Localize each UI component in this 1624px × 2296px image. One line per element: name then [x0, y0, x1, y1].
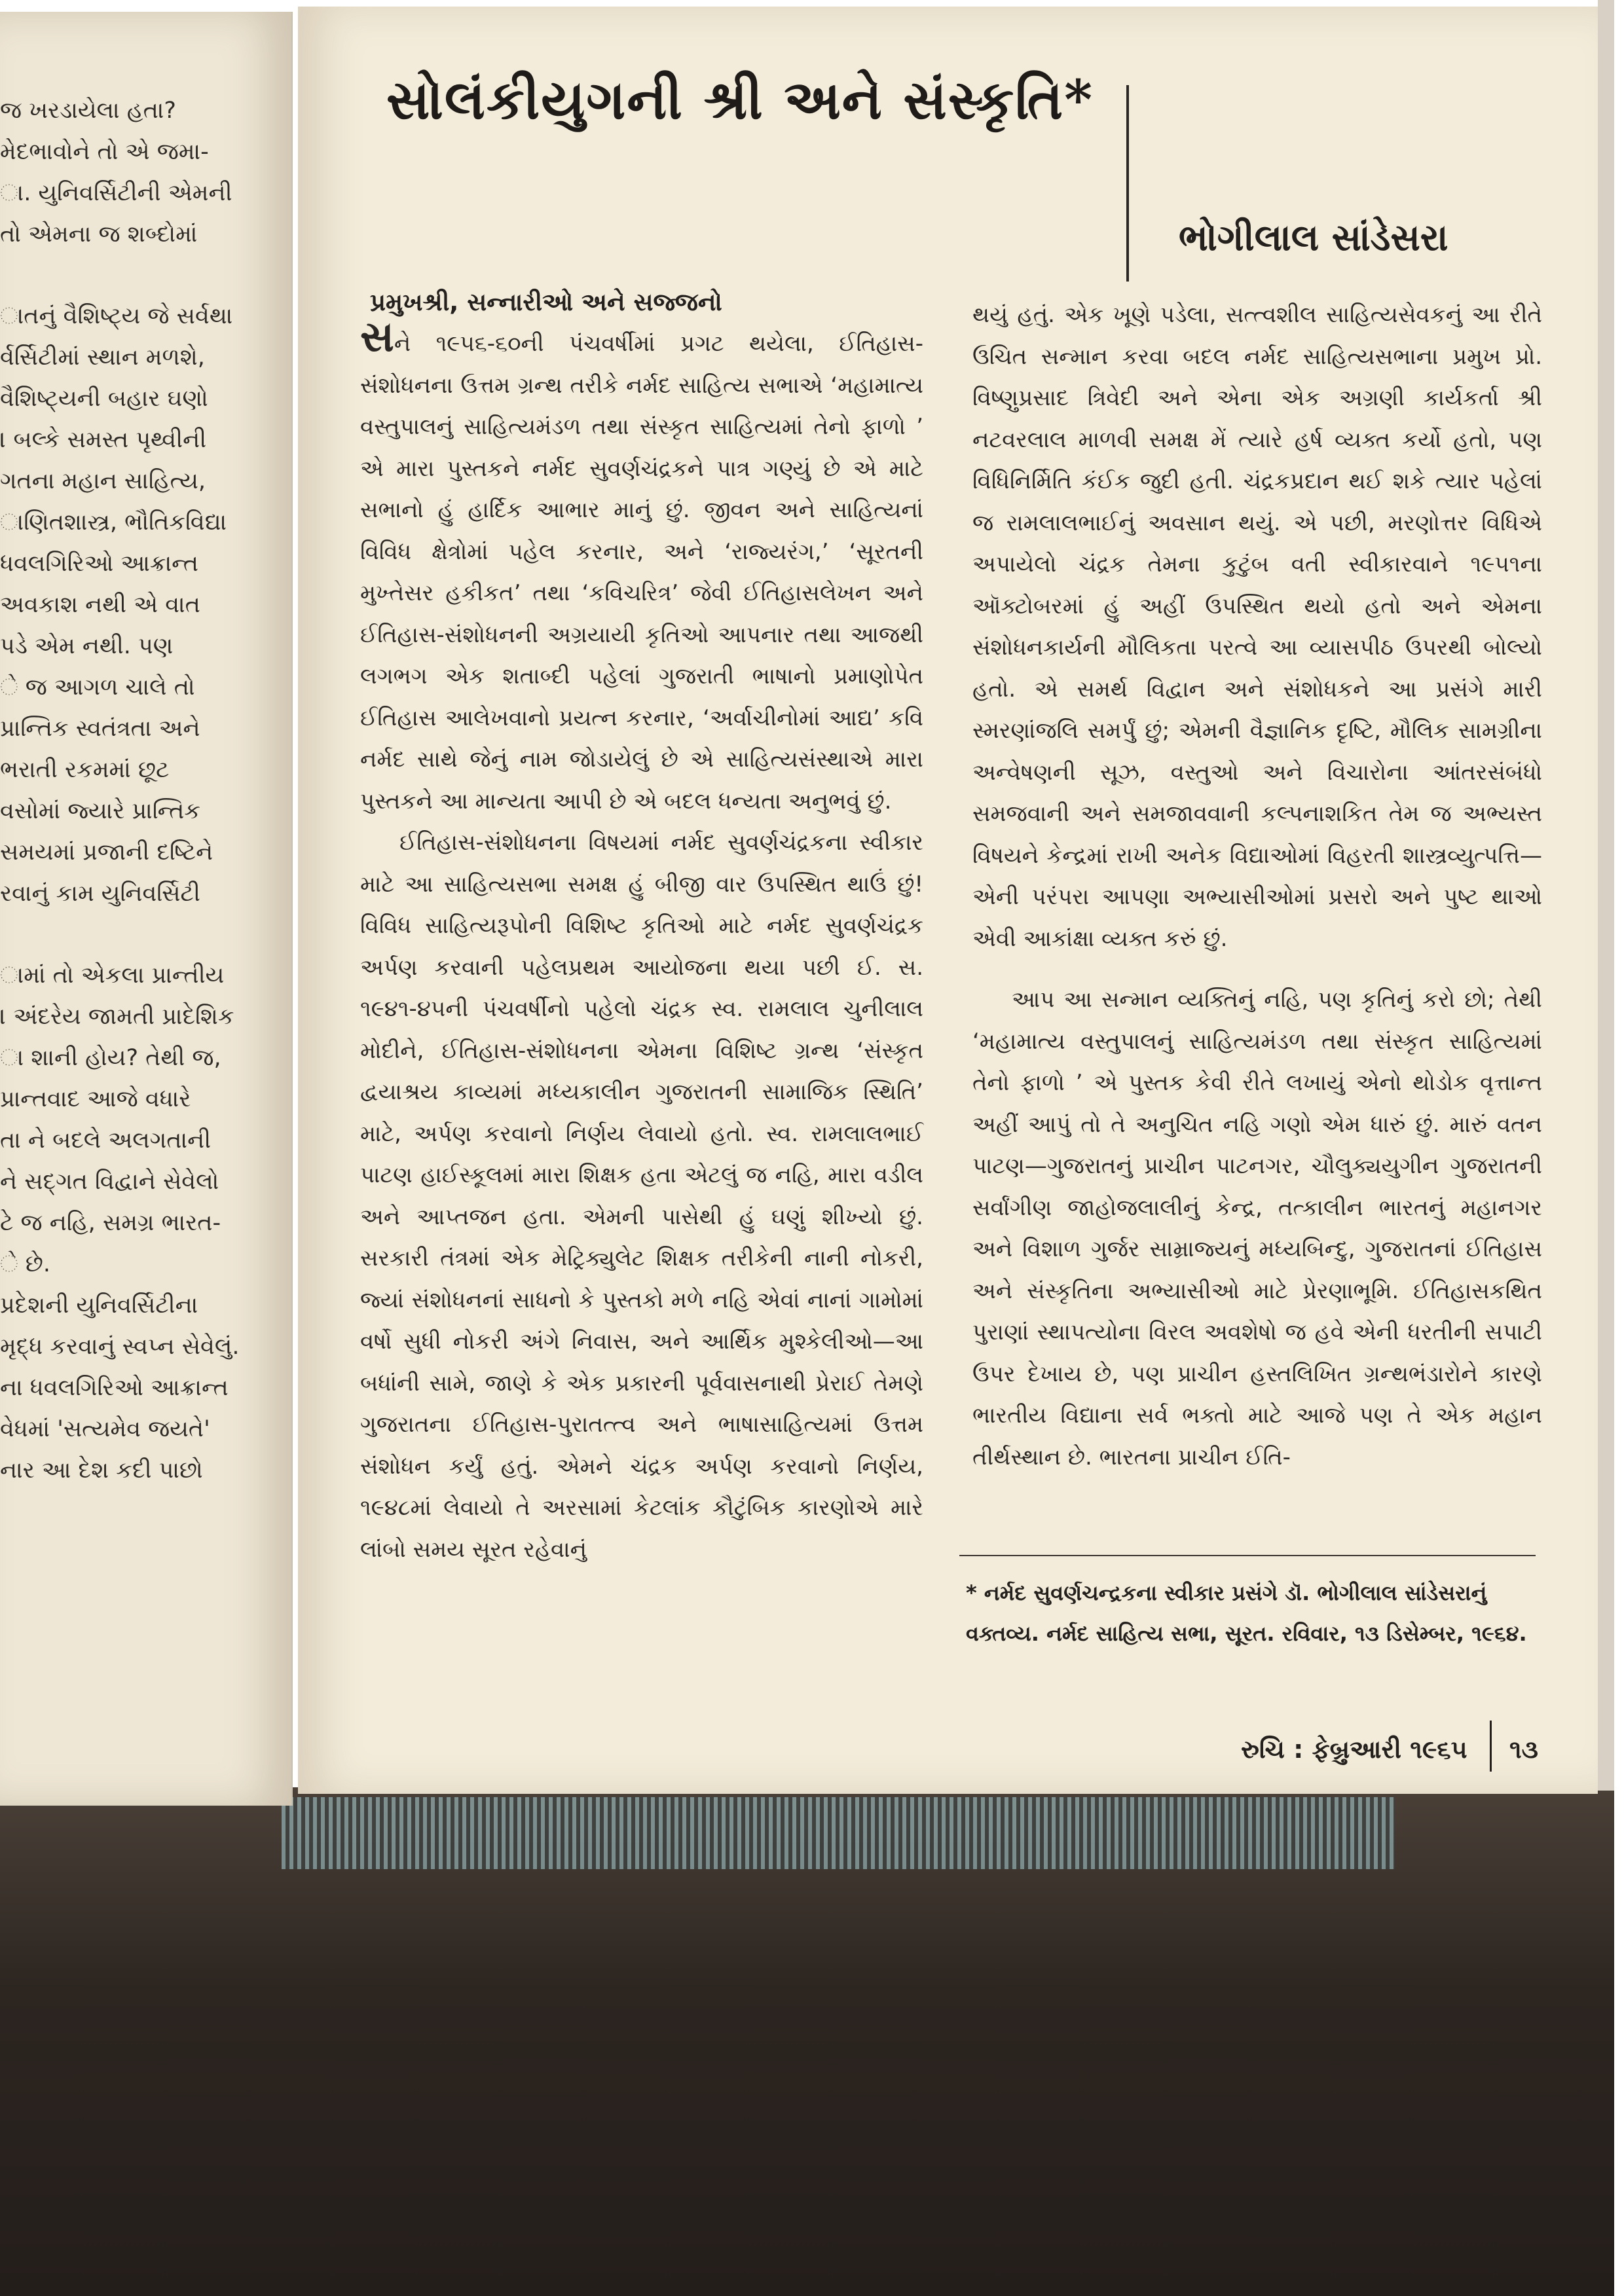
paragraph-text: ને ૧૯૫૬-૬૦ની પંચવર્ષીમાં પ્રગટ થયેલા, ઈતિહાસ-સંશોધનના ઉત્તમ ગ્રન્થ તરીકે નર્મદ સાહિત્ય સભાએ ‘મહામાત્ય વસ્તુપાલનું સાહિત્યમંડળ તથા સંસ્કૃત સાહિત્યમાં તેનો ફાળો ’ એ મારા પુસ્તકને નર્મદ સુવર્ણચંદ્રકને પાત્ર ગણ્યું છે એ માટે સભાનો હું હાર્દિક આભાર માનું છું. જીવન અને સાહિત્યનાં વિવિધ ક્ષેત્રોમાં પહેલ કરનાર, અને ‘રાજ્યરંગ,’ ‘સૂરતની મુખ્તેસર હકીકત’ તથા ‘કવિચરિત્ર’ જેવી ઈતિહાસલેખન અને ઈતિહાસ-સંશોધનની અગ્રયાયી કૃતિઓ આપનાર તથા આજથી લગભગ એક શતાબ્દી પહેલાં ગુજરાતી ભાષાનો પ્રમાણોપેત ઈતિહાસ આલેખવાનો પ્રયત્ન કરનાર, ‘અર્વાચીનોમાં આદ્ય’ કવિ નર્મદ સાથે જેનું નામ જોડાયેલું છે એ સાહિત્યસંસ્થાએ મારા પુસ્તકને આ માન્યતા આપી છે એ બદલ ધન્યતા અનુભવું છું.	[360, 331, 923, 814]
left-page-line: નાર આ દેશ કદી પાછો	[0, 1457, 203, 1484]
page-number: ૧૩	[1509, 1735, 1538, 1764]
text-column-1	[360, 312, 923, 1571]
line-gap	[0, 255, 288, 296]
left-page-line: તા ને બદલે અલગતાની	[0, 1127, 212, 1154]
left-page-line: ધવલગિરિઓ આક્રાન્ત	[0, 551, 198, 577]
left-page-line: ા શાની હોય? તેથી જ,	[0, 1045, 221, 1071]
left-page-line: ભરાતી રકમમાં છૂટ	[0, 757, 170, 783]
title-divider	[1126, 85, 1129, 282]
left-page-line: ે છે.	[0, 1251, 50, 1277]
left-page-line: ામાં તો એકલા પ્રાન્તીય	[0, 962, 225, 989]
left-page-line: વસોમાં જ્યારે પ્રાન્તિક	[0, 798, 201, 824]
paragraph	[360, 312, 923, 822]
left-page-line: વૈશિષ્ટ્યની બહાર ઘણો	[0, 386, 208, 412]
left-page-line: જ ખરડાયેલા હતા?	[0, 98, 176, 124]
line-gap	[0, 915, 288, 955]
paragraph: ઈતિહાસ-સંશોધનના વિષયમાં નર્મદ સુવર્ણચંદ્રકના સ્વીકાર માટે આ સાહિત્યસભા સમક્ષ હું બીજી વાર ઉપસ્થિત થાઉં છું! વિવિધ સાહિત્યરૂપોની વિશિષ્ટ કૃતિઓ માટે નર્મદ સુવર્ણચંદ્રક અર્પણ કરવાની પહેલપ્રથમ આયોજના થયા પછી ઈ. સ. ૧૯૪૧-૪૫ની પંચવર્ષીનો પહેલો ચંદ્રક સ્વ. રામલાલ ચુનીલાલ મોદીને, ઈતિહાસ-સંશોધનના એમના વિશિષ્ટ ગ્રન્થ ‘સંસ્કૃત દ્વયાશ્રય કાવ્યમાં મધ્યકાલીન ગુજરાતની સામાજિક સ્થિતિ’ માટે, અર્પણ કરવાનો નિર્ણય લેવાયો હતો. સ્વ. રામલાલભાઈ પાટણ હાઈસ્કૂલમાં મારા શિક્ષક હતા એટલું જ નહિ, મારા વડીલ અને આપ્તજન હતા. એમની પાસેથી હું ઘણું શીખ્યો છું. સરકારી તંત્રમાં એક મેટ્રિક્યુલેટ શિક્ષક તરીકેની નાની નોકરી, જ્યાં સંશોધનનાં સાધનો કે પુસ્તકો મળે નહિ એવાં નાનાં ગામોમાં વર્ષો સુધી નોકરી અંગે નિવાસ, અને આર્થિક મુશ્કેલીઓ—આ બધાંની સામે, જાણે કે એક પ્રકારની પૂર્વવાસનાથી પ્રેરાઈ તેમણે ગુજરાતના ઈતિહાસ-પુરાતત્ત્વ અને ભાષાસાહિત્યમાં ઉત્તમ સંશોધન કર્યું હતું. એમને ચંદ્રક અર્પણ કરવાનો નિર્ણય, ૧૯૪૮માં લેવાયો તે અરસામાં કેટલાંક કૌટુંબિક કારણોએ મારે લાંબો સમય સૂરત રહેવાનું	[360, 829, 923, 1563]
right-page	[298, 7, 1598, 1794]
left-page-line: ા. યુનિવર્સિટીની એમની	[0, 180, 232, 206]
left-page-line: અવકાશ નથી એ વાત	[0, 592, 200, 618]
drop-cap: સ	[360, 312, 394, 361]
left-page-line: । બલ્કે સમસ્ત પૃથ્વીની	[0, 427, 207, 453]
left-page-line: રવાનું કામ યુનિવર્સિટી	[0, 881, 200, 907]
footnote: * નર્મદ સુવર્ણચન્દ્રકના સ્વીકાર પ્રસંગે ડૉ. ભોગીલાલ સાંડેસરાનું વક્તવ્ય. નર્મદ સાહિત્ય સભા, સૂરત. રવિવાર, ૧૩ ડિસેમ્બર, ૧૯૬૪.	[966, 1580, 1527, 1646]
scanner-light-strip	[282, 1797, 1395, 1869]
paragraph: આપ આ સન્માન વ્યક્તિનું નહિ, પણ કૃતિનું કરો છો; તેથી ‘મહામાત્ય વસ્તુપાલનું સાહિત્યમંડળ તથા સંસ્કૃત સાહિત્યમાં તેનો ફાળો ’ એ પુસ્તક કેવી રીતે લખાયું એનો થોડોક વૃત્તાન્ત અહીં આપું તો તે અનુચિત નહિ ગણો એમ ધારું છું. મારું વતન પાટણ—ગુજરાતનું પ્રાચીન પાટનગર, ચૌલુક્યયુગીન ગુજરાતની સર્વાંગીણ જાહોજલાલીનું કેન્દ્ર, તત્કાલીન ભારતનું મહાનગર અને વિશાળ ગુર્જર સામ્રાજ્યનું મધ્યબિન્દુ, ગુજરાતનાં ઈતિહાસ અને સંસ્કૃતિના અભ્યાસીઓ માટે પ્રેરણાભૂમિ. ઈતિહાસકથિત પુરાણાં સ્થાપત્યોના વિરલ અવશેષો જ હવે એની ધરતીની સપાટી ઉપર દેખાય છે, પણ પ્રાચીન હસ્તલિખિત ગ્રન્થભંડારોને કારણે ભારતીય વિદ્યાના સર્વ ભક્તો માટે આજે પણ તે એક મહાન તીર્થસ્થાન છે. ભારતના પ્રાચીન ઈતિ-	[972, 987, 1542, 1470]
left-page-line: ર્વર્સિટીમાં સ્થાન મળશે,	[0, 344, 205, 371]
left-page-line: પ્રદેશની યુનિવર્સિટીના	[0, 1292, 198, 1319]
left-page-line: ને સદ્‌ગત વિદ્વાને સેવેલો	[0, 1169, 219, 1195]
footer-divider	[1490, 1721, 1492, 1772]
paragraph-gap	[972, 960, 1542, 979]
text-column-2	[972, 295, 1542, 1478]
left-page-line: પ્રાન્તવાદ આજે વધારે	[0, 1086, 191, 1112]
left-page-line: પડે એમ નથી. પણ	[0, 633, 174, 659]
left-page-line: ાતનું વૈશિષ્ટ્ય જે સર્વથા	[0, 303, 233, 329]
left-page-line: ાણિતશાસ્ત્ર, ભૌતિકવિદ્યા	[0, 509, 227, 536]
article-author: ભોગીલાલ સાંડેસરા	[1179, 216, 1449, 259]
left-page-line: તો એમના જ શબ્દોમાં	[0, 221, 198, 247]
salutation: પ્રમુખશ્રી, સન્નારીઓ અને સજ્જનો	[370, 288, 722, 316]
left-page-line: ટે જ નહિ, સમગ્ર ભારત-	[0, 1210, 221, 1236]
left-page	[0, 12, 293, 1806]
left-page-line: સમયમાં પ્રજાની દષ્ટિને	[0, 839, 213, 866]
article-title: સોલંકીયુગની શ્રી અને સંસ્કૃતિ*	[386, 69, 1094, 132]
left-page-text	[0, 90, 288, 1491]
left-page-line: પ્રાન્તિક સ્વતંત્રતા અને	[0, 716, 200, 742]
left-page-line: ના ધવલગિરિઓ આક્રાન્ત	[0, 1375, 229, 1401]
left-page-line: વેધમાં 'સત્યમેવ જયતે'	[0, 1416, 210, 1442]
footnote-rule	[959, 1555, 1536, 1556]
left-page-line: મેદભાવોને તો એ જમા-	[0, 139, 209, 165]
book-edge	[1598, 0, 1614, 1791]
left-page-line: ે જ આગળ ચાલે તો	[0, 674, 195, 701]
paragraph: થયું હતું. એક ખૂણે પડેલા, સત્ત્વશીલ સાહિત્યસેવકનું આ રીતે ઉચિત સન્માન કરવા બદલ નર્મદ સાહિત્યસભાના પ્રમુખ પ્રો. વિષ્ણુપ્રસાદ ત્રિવેદી અને એના એક અગ્રણી કાર્યકર્તા શ્રી નટવરલાલ માળવી સમક્ષ મેં ત્યારે હર્ષ વ્યક્ત કર્યો હતો, પણ વિધિનિર્મિતિ કંઈક જુદી હતી. ચંદ્રકપ્રદાન થઈ શકે ત્યાર પહેલાં જ રામલાલભાઈનું અવસાન થયું. એ પછી, મરણોત્તર વિધિએ અપાયેલો ચંદ્રક તેમના કુટુંબ વતી સ્વીકારવાને ૧૯૫૧ના ઑક્ટોબરમાં હું અહીં ઉપસ્થિત થયો હતો અને એમના સંશોધનકાર્યની મૌલિકતા પરત્વે આ વ્યાસપીઠ ઉપરથી બોલ્યો હતો. એ સમર્થ વિદ્વાન અને સંશોધકને આ પ્રસંગે મારી સ્મરણાંજલિ સમર્પું છું; એમની વૈજ્ઞાનિક દૃષ્ટિ, મૌલિક સામગ્રીના અન્વેષણની સૂઝ, વસ્તુઓ અને વિચારોના આંતરસંબંધો સમજવાની અને સમજાવવાની કલ્પનાશકિત તેમ જ અભ્યસ્ત વિષયને કેન્દ્રમાં રાખી અનેક વિદ્યાઓમાં વિહરતી શાસ્ત્રવ્યુત્પત્તિ— એની પરંપરા આપણા અભ્યાસીઓમાં પ્રસરો અને પુષ્ટ થાઓ એવી આકાંક્ષા વ્યક્ત કરું છું.	[972, 302, 1542, 952]
left-page-line: મૃદ્ધ કરવાનું સ્વપ્ન સેવેલું.	[0, 1334, 240, 1360]
left-page-line: ગતના મહાન સાહિત્ય,	[0, 468, 206, 494]
running-footer: રુચિ : ફેબ્રુઆરી ૧૯૬૫	[1241, 1735, 1467, 1764]
left-page-line: । અંદરેય જામતી પ્રાદેશિક	[0, 1004, 234, 1030]
